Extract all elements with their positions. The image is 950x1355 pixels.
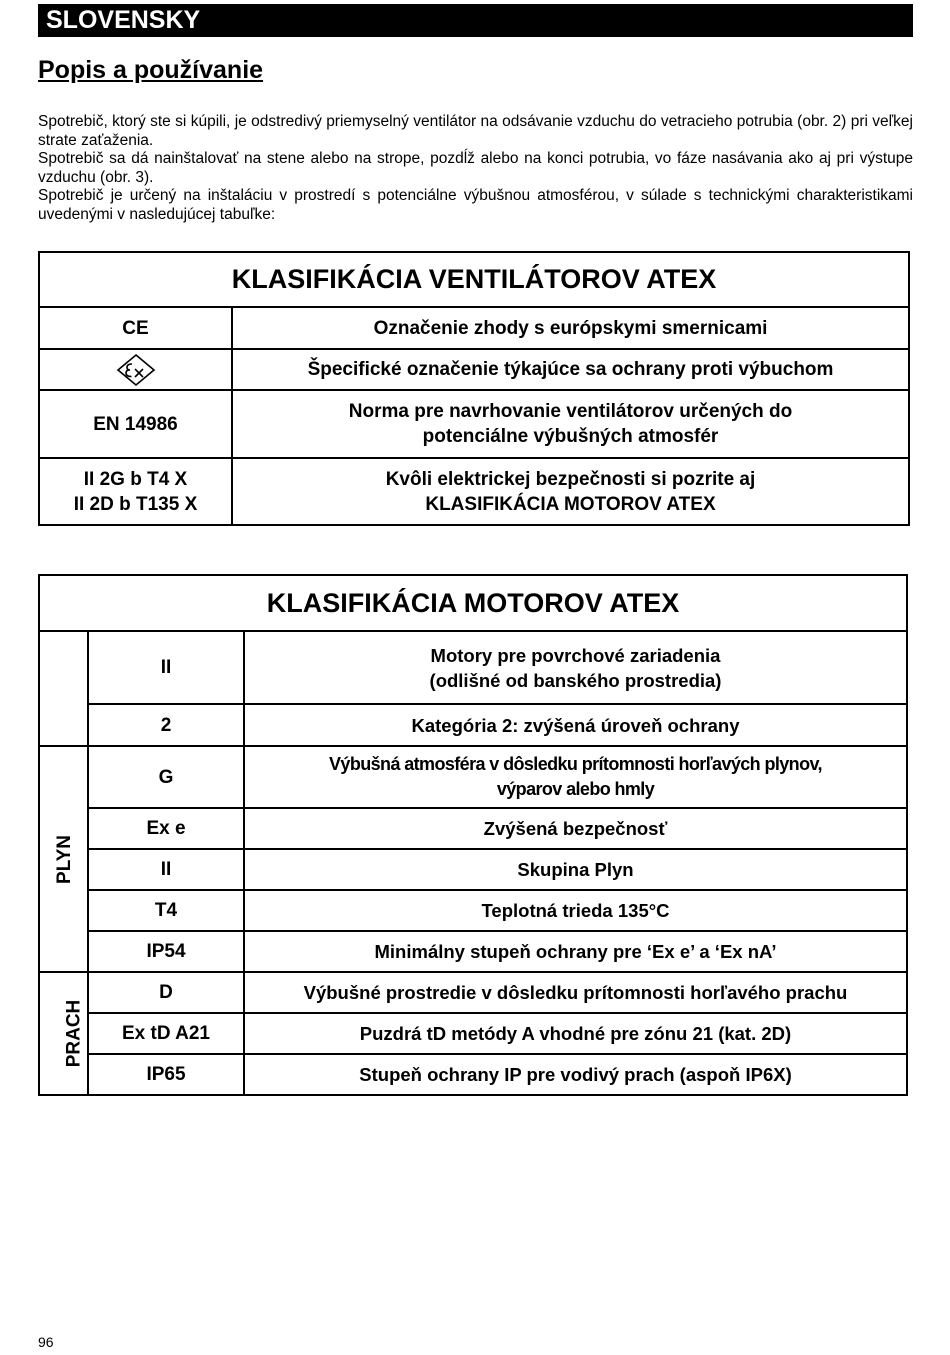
desc-line: KLASIFIKÁCIA MOTOROV ATEX [425, 493, 716, 515]
motor-code-cell: II [88, 631, 244, 704]
fan-desc-cell [232, 390, 909, 458]
intro-text [38, 113, 913, 224]
motor-desc-cell: Kategória 2: zvýšená úroveň ochrany [244, 704, 907, 746]
group-label-plyn: PLYN [53, 834, 75, 884]
desc-line: Výbušná atmosféra v dôsledku prítomnosti horľavých plynov, [329, 754, 822, 774]
intro-paragraph: Spotrebič, ktorý ste si kúpili, je odstredivý priemyselný ventilátor na odsávanie vzduchu do vetracieho potrubia (obr. 2) pri veľkej strate zaťaženia. [38, 113, 913, 149]
section-title: Popis a používanie [38, 56, 264, 84]
fan-code-cell [39, 349, 232, 390]
intro-paragraph: Spotrebič je určený na inštaláciu v prostredí s potenciálne výbušnou atmosférou, v súlade s technickými charakteristikami uvedenými v nasledujúcej tabuľke: [38, 187, 913, 223]
intro-paragraph: Spotrebič sa dá nainštalovať na stene alebo na strope, pozdĺž alebo na konci potrubia, vo fáze nasávania ako aj pri výstupe vzduchu (obr. 3). [38, 150, 913, 186]
table-row [39, 808, 907, 849]
table-row [39, 704, 907, 746]
table-row [39, 390, 909, 458]
motor-desc-cell [244, 631, 907, 704]
motor-code-cell: IP54 [88, 931, 244, 972]
motor-code-cell: G [88, 746, 244, 808]
motor-desc-cell: Skupina Plyn [244, 849, 907, 890]
page-number: 96 [38, 1334, 54, 1350]
motor-desc-cell: Zvýšená bezpečnosť [244, 808, 907, 849]
motor-desc-cell: Minimálny stupeň ochrany pre ‘Ex e’ a ‘Ex nA’ [244, 931, 907, 972]
fan-code-cell: CE [39, 307, 232, 349]
group-prach-cell [39, 972, 88, 1095]
motor-code-cell: D [88, 972, 244, 1013]
motor-classification-table [38, 574, 908, 1096]
table-row [39, 349, 909, 390]
fan-desc-cell [232, 458, 909, 525]
language-header: SLOVENSKY [38, 4, 913, 37]
fan-code-cell [39, 458, 232, 525]
motor-code-cell: 2 [88, 704, 244, 746]
table-row [39, 1013, 907, 1054]
desc-line: Norma pre navrhovanie ventilátorov určených do [348, 401, 793, 422]
table-row [39, 746, 907, 808]
fan-desc-cell: Označenie zhody s európskymi smernicami [232, 307, 909, 349]
table-row [39, 1054, 907, 1095]
table-row [39, 458, 909, 525]
motor-desc-cell: Výbušné prostredie v dôsledku prítomnosti horľavého prachu [244, 972, 907, 1013]
desc-line: Motory pre povrchové zariadenia [430, 644, 721, 666]
motor-code-cell: Ex tD A21 [88, 1013, 244, 1054]
motor-desc-cell [244, 746, 907, 808]
desc-line: potenciálne výbušných atmosfér [422, 426, 719, 447]
fan-desc-cell: Špecifické označenie týkajúce sa ochrany proti výbuchom [232, 349, 909, 390]
table-row [39, 890, 907, 931]
motor-desc-cell: Teplotná trieda 135°C [244, 890, 907, 931]
motor-desc-cell: Stupeň ochrany IP pre vodivý prach (aspoň IP6X) [244, 1054, 907, 1095]
motor-table-title: KLASIFIKÁCIA MOTOROV ATEX [39, 575, 907, 631]
desc-line: (odlišné od banského prostredia) [429, 669, 722, 691]
group-plyn-cell [39, 746, 88, 972]
group-label-prach: PRACH [63, 999, 85, 1068]
code-line: II 2D b T135 X [73, 493, 198, 515]
fan-code-cell: EN 14986 [39, 390, 232, 458]
table-row [39, 849, 907, 890]
desc-line: Kvôli elektrickej bezpečnosti si pozrite aj [385, 468, 756, 490]
fan-classification-table [38, 251, 910, 526]
motor-code-cell: II [88, 849, 244, 890]
motor-desc-cell: Puzdrá tD metódy A vhodné pre zónu 21 (kat. 2D) [244, 1013, 907, 1054]
fan-table-title: KLASIFIKÁCIA VENTILÁTOROV ATEX [39, 252, 909, 307]
table-row [39, 931, 907, 972]
table-row [39, 631, 907, 704]
code-line: II 2G b T4 X [83, 468, 188, 490]
motor-code-cell: T4 [88, 890, 244, 931]
group-blank-cell [39, 631, 88, 746]
ex-explosion-protection-icon [116, 353, 156, 387]
motor-code-cell: IP65 [88, 1054, 244, 1095]
motor-code-cell: Ex e [88, 808, 244, 849]
table-row [39, 972, 907, 1013]
table-row [39, 307, 909, 349]
desc-line: výparov alebo hmly [496, 779, 655, 799]
